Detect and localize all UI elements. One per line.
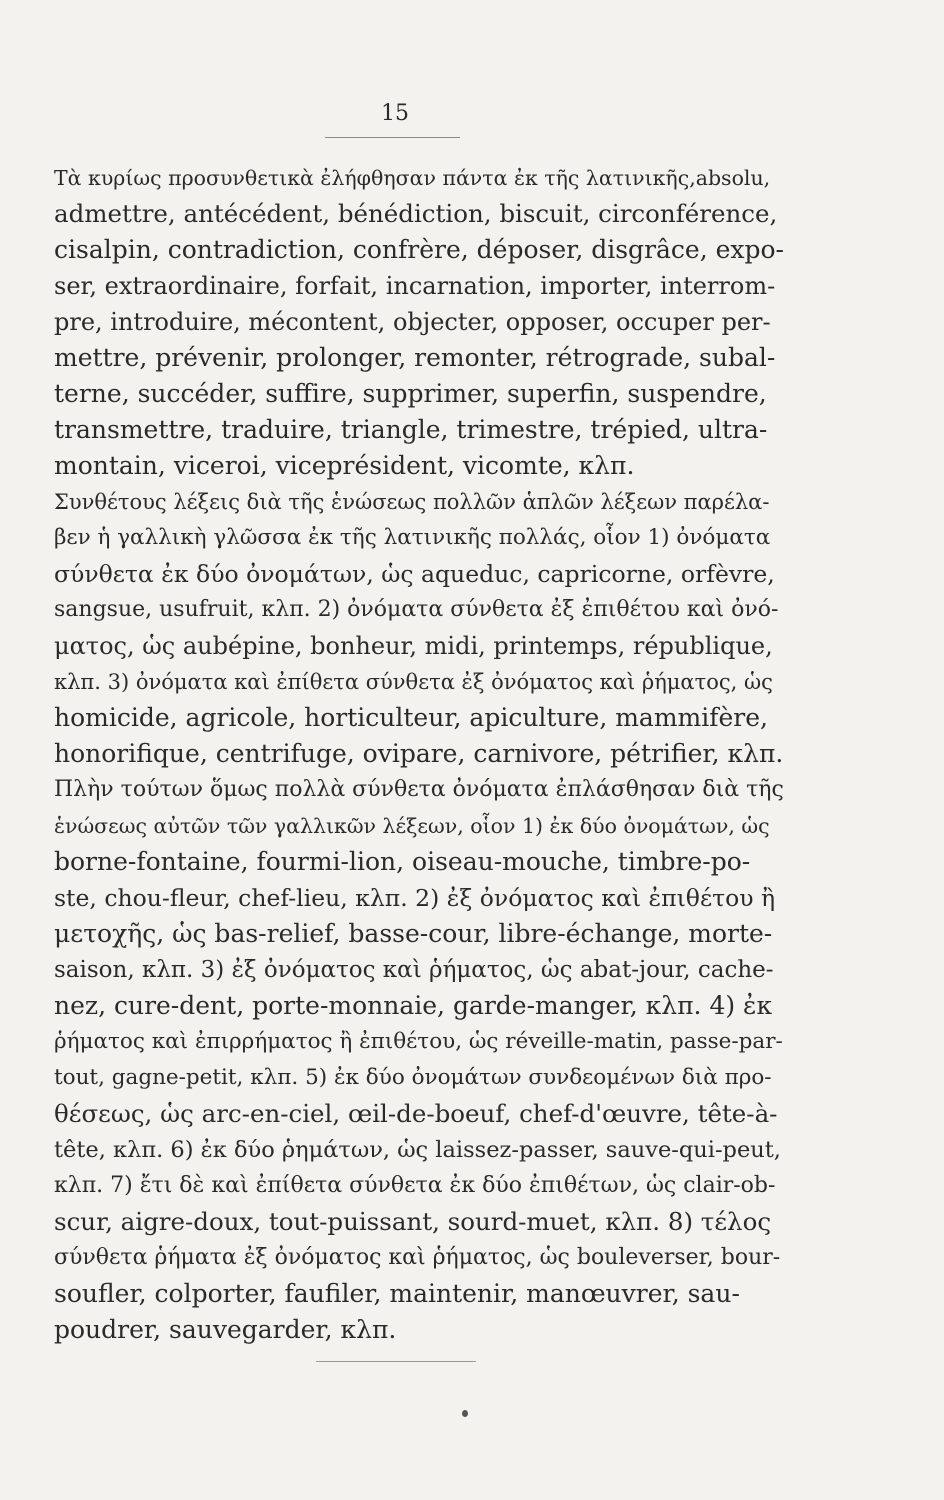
text-line: σύνθετα ἐκ δύο ὀνομάτων, ὡς aqueduc, capricorne, orfèvre,: [54, 560, 775, 588]
text-line: soufler, colporter, faufiler, maintenir, manœuvrer, sau-: [54, 1279, 740, 1308]
text-line: borne-fontaine, fourmi-lion, oiseau-mouche, timbre-po-: [54, 847, 751, 876]
text-line: poudrer, sauvegarder, κλπ.: [54, 1315, 397, 1344]
text-line: ματος, ὡς aubépine, bonheur, midi, printemps, république,: [54, 632, 773, 660]
section-end-rule: [316, 1361, 476, 1362]
text-line: Πλὴν τούτων ὅμως πολλὰ σύνθετα ὀνόματα ἐπλάσθησαν διὰ τῆς: [54, 777, 784, 802]
ink-dot: [462, 1410, 468, 1417]
text-line: nez, cure-dent, porte-monnaie, garde-manger, κλπ. 4) ἐκ: [54, 991, 773, 1020]
text-line: μετοχῆς, ὡς bas-relief, basse-cour, libre-échange, morte-: [54, 919, 773, 948]
text-line: κλπ. 3) ὀνόματα καὶ ἐπίθετα σύνθετα ἐξ ὀνόματος καὶ ῥήματος, ὡς: [54, 670, 773, 694]
text-line: Τὰ κυρίως προσυνθετικὰ ἐλήφθησαν πάντα ἐκ τῆς λατινικῆς,absolu,: [54, 166, 771, 190]
text-line: pre, introduire, mécontent, objecter, opposer, occuper per-: [54, 308, 771, 336]
page-number: 15: [381, 101, 409, 126]
text-line: κλπ. 7) ἔτι δὲ καὶ ἐπίθετα σύνθετα ἐκ δύο ἐπιθέτων, ὡς clair-ob-: [54, 1173, 776, 1198]
text-line: θέσεως, ὡς arc-en-ciel, œil-de-boeuf, chef-d'œuvre, tête-à-: [54, 1099, 778, 1128]
header-rule: [325, 137, 460, 138]
text-line: ste, chou-fleur, chef-lieu, κλπ. 2) ἐξ ὀνόματος καὶ ἐπιθέτου ἢ: [54, 884, 776, 912]
text-line: Συνθέτους λέξεις διὰ τῆς ἑνώσεως πολλῶν ἁπλῶν λέξεων παρέλα-: [54, 490, 770, 514]
text-line: transmettre, traduire, triangle, trimestre, trépied, ultra-: [54, 415, 768, 444]
text-line: mettre, prévenir, prolonger, remonter, rétrograde, subal-: [54, 343, 776, 372]
text-line: σύνθετα ῥήματα ἐξ ὀνόματος καὶ ῥήματος, ὡς bouleverser, bour-: [54, 1245, 781, 1270]
text-line: homicide, agricole, horticulteur, apiculture, mammifère,: [54, 703, 768, 732]
text-line: ser, extraordinaire, forfait, incarnation, importer, interrom-: [54, 272, 776, 300]
text-line: terne, succéder, suffire, supprimer, superfin, suspendre,: [54, 379, 767, 408]
text-line: cisalpin, contradiction, confrère, déposer, disgrâce, expo-: [54, 235, 784, 264]
text-line: admettre, antécédent, bénédiction, biscuit, circonférence,: [54, 199, 778, 228]
text-line: scur, aigre-doux, tout-puissant, sourd-muet, κλπ. 8) τέλος: [54, 1207, 772, 1236]
text-line: tête, κλπ. 6) ἐκ δύο ῥημάτων, ὡς laissez-passer, sauve-qui-peut,: [54, 1137, 781, 1163]
text-line: sangsue, usufruit, κλπ. 2) ὀνόματα σύνθετα ἐξ ἐπιθέτου καὶ ὀνό-: [54, 597, 779, 622]
text-line: honorifique, centrifuge, ovipare, carnivore, pétrifier, κλπ.: [54, 739, 784, 768]
text-line: montain, viceroi, viceprésident, vicomte, κλπ.: [54, 451, 635, 480]
text-line: βεν ἡ γαλλικὴ γλῶσσα ἐκ τῆς λατινικῆς πολλάς, οἷον 1) ὀνόματα: [54, 525, 771, 550]
text-line: ῥήματος καὶ ἐπιρρήματος ἢ ἐπιθέτου, ὡς réveille-matin, passe-par-: [54, 1029, 783, 1054]
text-line: ἑνώσεως αὐτῶν τῶν γαλλικῶν λέξεων, οἷον 1) ἐκ δύο ὀνομάτων, ὡς: [54, 814, 770, 838]
text-line: tout, gagne-petit, κλπ. 5) ἐκ δύο ὀνομάτων συνδεομένων διὰ προ-: [54, 1065, 772, 1090]
text-line: saison, κλπ. 3) ἐξ ὀνόματος καὶ ῥήματος, ὡς abat-jour, cache-: [54, 957, 774, 983]
